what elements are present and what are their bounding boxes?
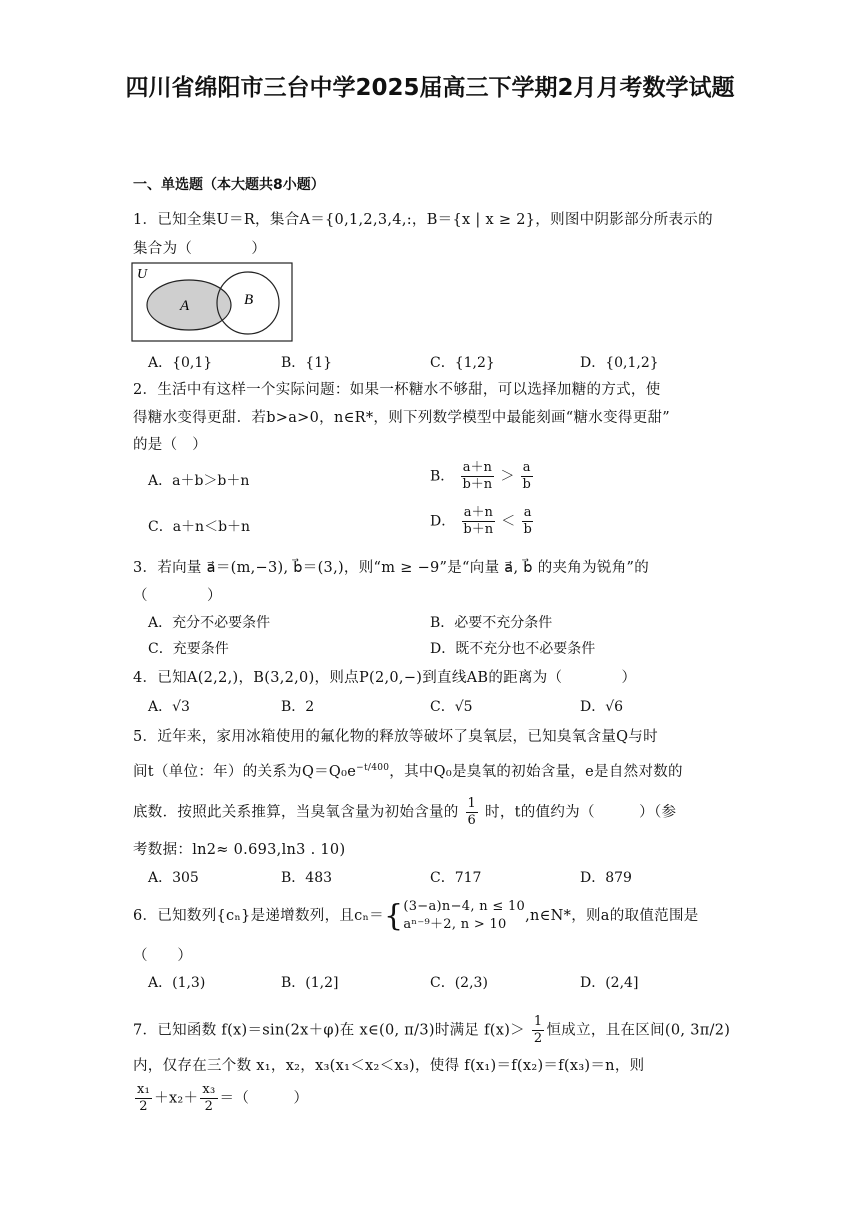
q2-stem-line3: 的是（ ）: [133, 437, 207, 453]
q5-formula: Q＝Q₀e: [301, 764, 357, 780]
q1-option-b[interactable]: B．{1}: [281, 355, 333, 371]
q3-option-b[interactable]: B．必要不充分条件: [430, 615, 553, 631]
q7-stem-line1: [133, 1014, 730, 1047]
q7-stem-line2: 内，仅存在三个数 x₁，x₂，x₃(x₁＜x₂＜x₃)，使得 f(x₁)＝f(x₂)＝f(x₃)＝n，则: [133, 1058, 645, 1074]
q6-case-1: (3−a)n−4, n ≤ 10: [403, 899, 526, 914]
q7-frac-x1: $\frac{\text{x₁}}{2}$: [137, 1082, 151, 1114]
venn-diagram: [131, 262, 293, 342]
q6-stem-tail: ,n∈N*，则a的取值范围是: [525, 908, 699, 924]
q3-option-d[interactable]: D．既不充分也不必要条件: [430, 641, 596, 657]
q6-option-b[interactable]: B．(1,2]: [281, 975, 339, 991]
q1-option-d[interactable]: D．{0,1,2}: [580, 355, 659, 371]
q5-option-b[interactable]: B．483: [281, 870, 333, 886]
q2-option-b-frac-left: $\frac{a+n}{b+n}$: [462, 460, 493, 492]
q2-option-b-label: B．: [430, 468, 455, 485]
q6-option-a[interactable]: A．(1,3): [148, 975, 206, 991]
q5-stem-line2: [133, 760, 683, 781]
q6-stem-line2: （ ）: [133, 948, 193, 964]
venn-label-a: A: [180, 298, 190, 314]
q4-option-a[interactable]: A．√3: [148, 699, 190, 715]
q4-stem: 4．已知A(2,2,)，B(3,2,0)，则点P(2,0,−)到直线AB的距离为（ ）: [133, 670, 637, 686]
q2-option-d-frac-left: $\frac{a+n}{b+n}$: [463, 505, 494, 537]
q7-stem-tail: 恒成立，且在区间: [546, 1022, 665, 1039]
q2-stem-line2: 得糖水变得更甜．若b>a>0，n∈R*，则下列数学模型中最能刻画“糖水变得更甜”: [133, 410, 671, 426]
q6-stem-text: 6．已知数列{cₙ}是递增数列，且cₙ＝: [133, 908, 384, 924]
q5-fraction: $\frac{1}{6}$: [467, 796, 477, 828]
q2-option-a[interactable]: A．a＋b＞b＋n: [148, 473, 250, 489]
q5-stem-line4: 考数据：ln2≈ 0.693,ln3 . 10): [133, 842, 346, 858]
q1-stem-line2: 集合为（ ）: [133, 241, 267, 257]
q6-stem-line1: [133, 898, 699, 934]
q3-stem-line1: 3．若向量 a⃗＝(m,−3), b⃗＝(3,)，则“m ≥ −9”是“向量 a⃗, b⃗ 的夹角为锐角”的: [133, 560, 650, 576]
q5-stem-line3: [133, 796, 676, 829]
venn-label-u: U: [137, 267, 148, 282]
q7-stem-plus: ＋x₂＋: [154, 1090, 199, 1107]
q5-formula-exponent: −t/400: [356, 763, 390, 774]
q4-option-c[interactable]: C．√5: [430, 699, 473, 715]
q2-option-b-frac-right: $\frac{a}{b}$: [522, 460, 531, 492]
section-heading: 一、单选题（本大题共8小题）: [133, 177, 325, 193]
q6-brace: {: [383, 898, 404, 934]
q1-option-c[interactable]: C．{1,2}: [430, 355, 495, 371]
q2-option-d-relation: ＜: [501, 513, 516, 530]
q2-option-c[interactable]: C．a＋n＜b＋n: [148, 519, 251, 535]
q7-interval-1: (0, π/3): [379, 1022, 435, 1039]
q7-interval-2: (0, 3π/2): [664, 1022, 731, 1039]
q3-option-c[interactable]: C．充要条件: [148, 641, 229, 657]
q6-case-2: aⁿ⁻⁹＋2, n > 10: [403, 917, 507, 932]
q7-stem-mid: 时满足 f(x)＞: [434, 1022, 525, 1039]
q2-option-b[interactable]: [430, 460, 535, 493]
q5-option-d[interactable]: D．879: [580, 870, 632, 886]
q5-option-c[interactable]: C．717: [430, 870, 482, 886]
q2-option-d-frac-right: $\frac{a}{b}$: [523, 505, 532, 537]
q3-option-a[interactable]: A．充分不必要条件: [148, 615, 271, 631]
q7-stem-text: 7．已知函数 f(x)＝sin(2x＋φ)在 x∈: [133, 1022, 379, 1039]
q7-frac-x3: $\frac{\text{x₃}}{2}$: [202, 1082, 216, 1114]
q5-stem-line1: 5．近年来，家用冰箱使用的氟化物的释放等破坏了臭氧层，已知臭氧含量Q与时: [133, 729, 658, 745]
q2-option-d[interactable]: [430, 505, 535, 538]
q5-stem-line2-text: 间t（单位：年）的关系为: [133, 764, 302, 780]
q6-option-c[interactable]: C．(2,3): [430, 975, 488, 991]
q2-option-b-relation: ＞: [500, 468, 515, 485]
q5-option-a[interactable]: A．305: [148, 870, 199, 886]
page-title: 四川省绵阳市三台中学2025届高三下学期2月月考数学试题: [125, 75, 735, 101]
q1-option-a[interactable]: A．{0,1}: [148, 355, 213, 371]
q7-stem-end: ＝（ ）: [219, 1090, 309, 1107]
q4-option-d[interactable]: D．√6: [580, 699, 624, 715]
q6-option-d[interactable]: D．(2,4]: [580, 975, 639, 991]
venn-label-b: B: [244, 292, 254, 308]
q2-stem-line1: 2．生活中有这样一个实际问题：如果一杯糖水不够甜，可以选择加糖的方式，使: [133, 382, 661, 398]
q3-stem-line2: （ ）: [133, 588, 222, 604]
q5-stem-line3-text: 底数．按照此关系推算，当臭氧含量为初始含量的: [133, 804, 459, 821]
q1-stem-line1: 1．已知全集U＝R，集合A＝{0,1,2,3,4,:，B＝{x | x ≥ 2}，则图中阴影部分所表示的: [133, 212, 713, 228]
q4-option-b[interactable]: B．2: [281, 699, 315, 715]
q6-piecewise: [403, 898, 525, 934]
q5-stem-line3-tail: 时，t的值约为（ ）（参: [485, 804, 677, 821]
q7-stem-line3: [133, 1082, 308, 1115]
q2-option-d-label: D．: [430, 513, 456, 530]
q5-stem-line2-tail: ，其中Q₀是臭氧的初始含量，e是自然对数的: [389, 764, 683, 780]
q7-half: $\frac{1}{2}$: [533, 1014, 543, 1046]
